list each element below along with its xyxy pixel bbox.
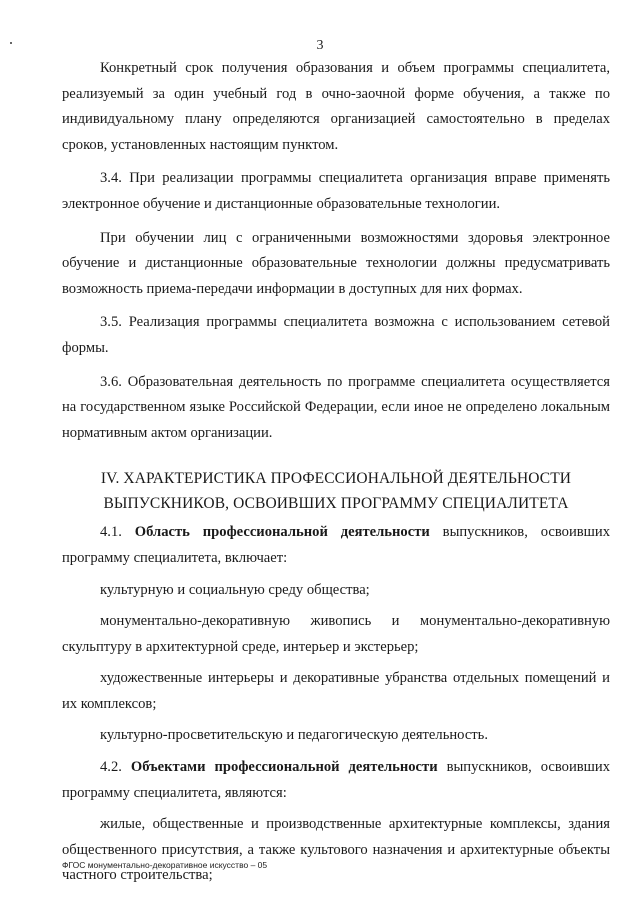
- section-heading-line1: IV. ХАРАКТЕРИСТИКА ПРОФЕССИОНАЛЬНОЙ ДЕЯТЕЛЬНОСТИ: [100, 470, 572, 488]
- paragraph-3-6: 3.6. Образовательная деятельность по программе специалитета осуществляется на государственном языке Российской Федерации, если иное не определено локальным нормативным актом организации.: [62, 373, 610, 441]
- bold-term-field: Область профессиональной деятельности: [134, 524, 430, 541]
- paragraph-4-2: [62, 755, 610, 806]
- list-item-4-1-3: художественные интерьеры и декоративные убранства отдельных помещений и их комплексов;: [62, 670, 610, 712]
- page-content: [62, 56, 610, 895]
- paragraph-4-1: [62, 520, 610, 571]
- bold-term-objects: Объектами профессиональной деятельности: [130, 759, 438, 776]
- paragraph-3-5: 3.5. Реализация программы специалитета возможна с использованием сетевой формы.: [62, 314, 610, 356]
- section-heading: [62, 466, 610, 516]
- clause-number-4-1: 4.1.: [100, 524, 122, 541]
- list-item-4-1-2: монументально-декоративную живопись и монументально-декоративную скульптуру в архитектурной среде, интерьер и экстерьер;: [62, 613, 610, 655]
- paragraph-3-4: 3.4. При реализации программы специалитета организация вправе применять электронное обучение и дистанционные образовательные технологии.: [62, 170, 610, 212]
- clause-text-4-2: выпускников, освоивших программу специалитета, являются:: [62, 759, 610, 801]
- footer-note: ФГОС монументально-декоративное искусство – 05: [62, 860, 268, 870]
- list-item-4-1-1: культурную и социальную среду общества;: [100, 581, 370, 598]
- paragraph-term: Конкретный срок получения образования и объем программы специалитета, реализуемый за один учебный год в очно-заочной форме обучения, а также по индивидуальному плану определяются организацией самостоятельно в пределах сроков, установленных настоящим пунктом.: [62, 60, 610, 153]
- paragraph-disabilities: При обучении лиц с ограниченными возможностями здоровья электронное обучение и дистанционные образовательные технологии должны предусматривать возможность приема-передачи информации в доступных для них формах.: [62, 229, 610, 297]
- clause-text-4-1: выпускников, освоивших программу специалитета, включает:: [62, 524, 610, 566]
- list-item-4-2-1: жилые, общественные и производственные архитектурные комплексы, здания общественного присутствия, а также культового назначения и архитектурные объекты частного строительства;: [62, 816, 610, 884]
- list-item-4-1-4: культурно-просветительскую и педагогическую деятельность.: [100, 727, 488, 744]
- page-number: 3: [316, 38, 324, 53]
- section-heading-line2: ВЫПУСКНИКОВ, ОСВОИВШИХ ПРОГРАММУ СПЕЦИАЛИТЕТА: [103, 495, 569, 513]
- clause-number-4-2: 4.2.: [100, 759, 122, 776]
